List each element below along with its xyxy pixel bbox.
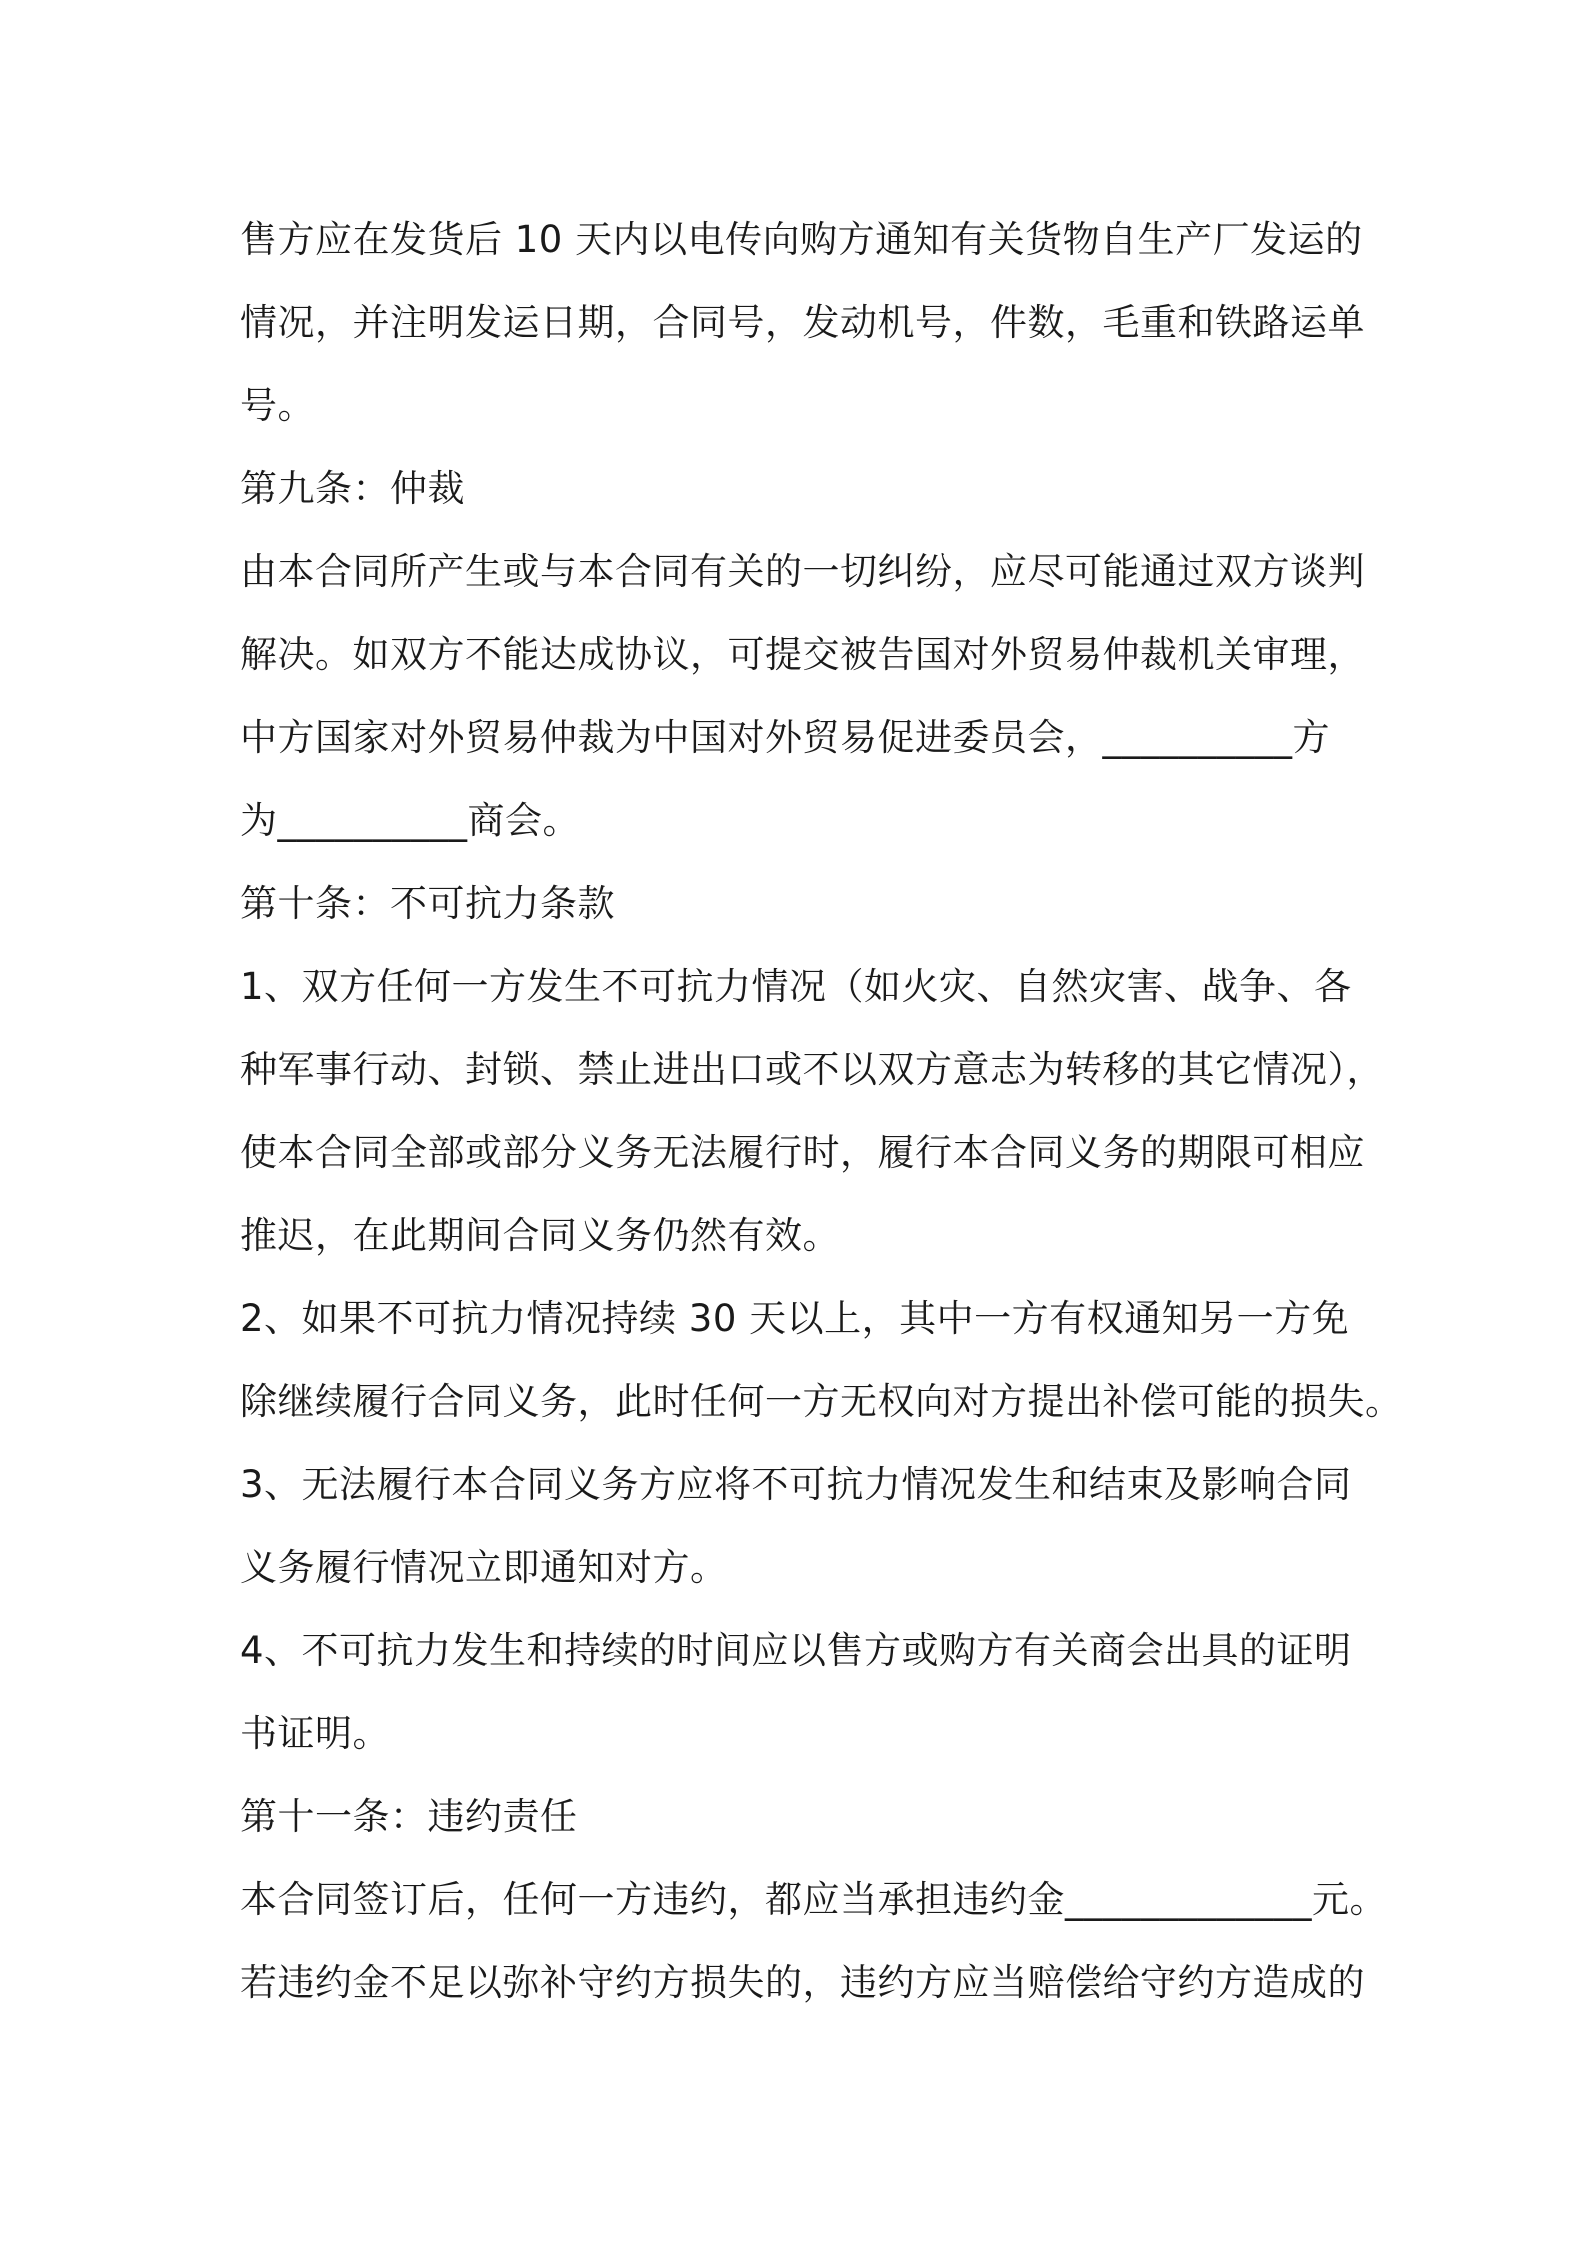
text-line-13: 推迟，在此期间合同义务仍然有效。 bbox=[240, 1214, 840, 1257]
text-line-6: 解决。如双方不能达成协议，可提交被告国对外贸易仲裁机关审理， bbox=[240, 633, 1365, 676]
text-line-21: 本合同签订后，任何一方违约，都应当承担违约金_____________元。 bbox=[240, 1878, 1387, 1921]
text-line-5: 由本合同所产生或与本合同有关的一切纠纷，应尽可能通过双方谈判 bbox=[240, 550, 1365, 593]
text-line-7: 中方国家对外贸易仲裁为中国对外贸易促进委员会，__________方 bbox=[240, 716, 1330, 759]
article-10-heading: 第十条：不可抗力条款 bbox=[240, 882, 615, 925]
text-line-1: 售方应在发货后 10 天内以电传向购方通知有关货物自生产厂发运的 bbox=[240, 218, 1363, 261]
text-line-19: 书证明。 bbox=[240, 1712, 390, 1755]
text-line-12: 使本合同全部或部分义务无法履行时，履行本合同义务的期限可相应 bbox=[240, 1131, 1365, 1174]
text-line-14: 2、如果不可抗力情况持续 30 天以上，其中一方有权通知另一方免 bbox=[240, 1297, 1350, 1340]
text-line-2: 情况，并注明发运日期，合同号，发动机号，件数，毛重和铁路运单 bbox=[240, 301, 1365, 344]
document-body bbox=[240, 198, 1403, 2024]
text-line-22: 若违约金不足以弥补守约方损失的，违约方应当赔偿给守约方造成的 bbox=[240, 1961, 1365, 2004]
text-line-10: 1、双方任何一方发生不可抗力情况（如火灾、自然灾害、战争、各 bbox=[240, 965, 1352, 1008]
text-line-16: 3、无法履行本合同义务方应将不可抗力情况发生和结束及影响合同 bbox=[240, 1463, 1352, 1506]
text-line-18: 4、不可抗力发生和持续的时间应以售方或购方有关商会出具的证明 bbox=[240, 1629, 1352, 1672]
text-line-17: 义务履行情况立即通知对方。 bbox=[240, 1546, 728, 1589]
article-9-heading: 第九条：仲裁 bbox=[240, 467, 465, 510]
text-line-11: 种军事行动、封锁、禁止进出口或不以双方意志为转移的其它情况）， bbox=[240, 1048, 1384, 1091]
text-line-3: 号。 bbox=[240, 384, 315, 427]
article-11-heading: 第十一条：违约责任 bbox=[240, 1795, 578, 1838]
text-line-8: 为__________商会。 bbox=[240, 799, 580, 842]
text-line-15: 除继续履行合同义务，此时任何一方无权向对方提出补偿可能的损失。 bbox=[240, 1380, 1403, 1423]
